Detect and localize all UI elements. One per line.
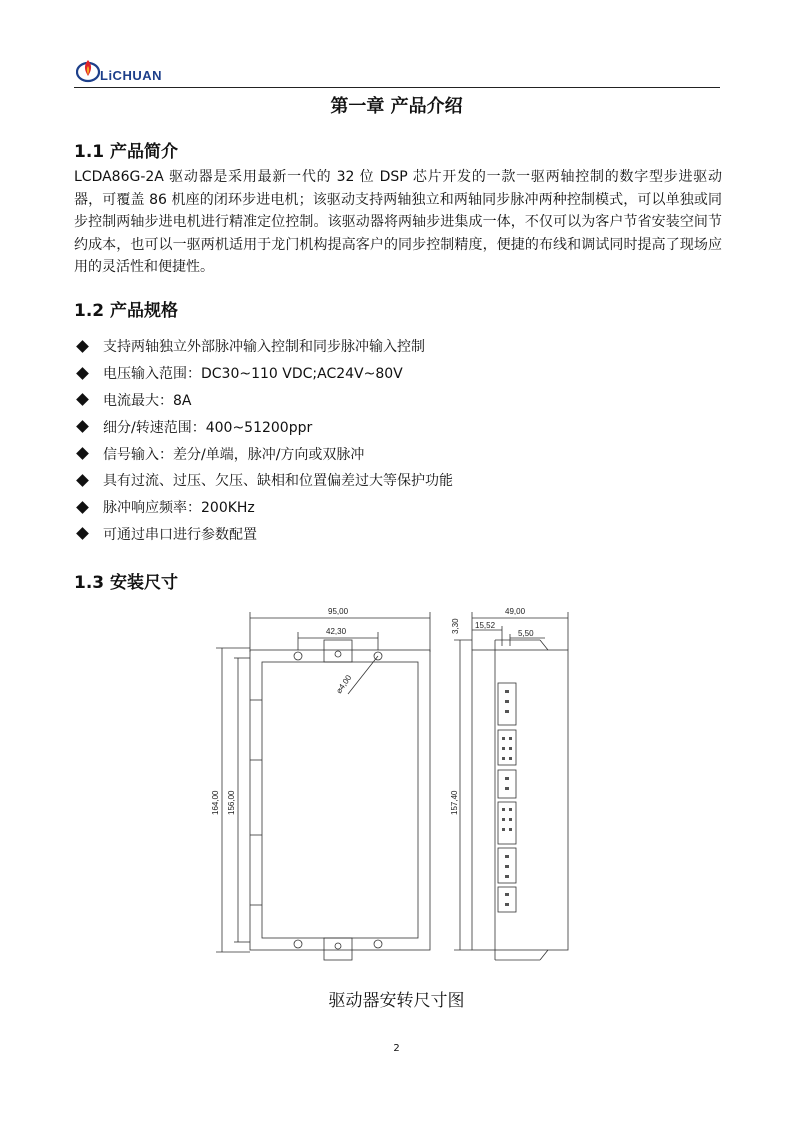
page-number: 2 xyxy=(393,1043,400,1054)
dim-side-a: 15,52 xyxy=(475,621,496,630)
list-item: 电压输入范围：DC30~110 VDC;AC24V~80V xyxy=(74,360,453,387)
list-item: 支持两轴独立外部脉冲输入控制和同步脉冲输入控制 xyxy=(74,333,453,360)
intro-paragraph: LCDA86G-2A 驱动器是采用最新一代的 32 位 DSP 芯片开发的一款一驱两轴控制的数字型步进驱动器，可覆盖 86 机座的闭环步进电机；该驱动支持两轴独立和两轴同步脉冲两种控制模式，可以单独或同步控制两轴步进电机进行精准定位控制。该驱动器将两轴步进集成一体，不仅可以为客户节省安装空间节约成本，也可以一驱两机适用于龙门机构提高客户的同步控制精度，便捷的布线和调试同时提高了现场应用的灵活性和便捷性。 xyxy=(74,169,722,275)
section-1-title: 1.1 产品简介 xyxy=(74,142,179,162)
list-item: 电流最大：8A xyxy=(74,387,453,414)
section-2-title: 1.2 产品规格 xyxy=(74,301,179,321)
list-item: 可通过串口进行参数配置 xyxy=(74,521,453,548)
section-3-title: 1.3 安装尺寸 xyxy=(74,573,179,593)
dim-side-depth: 49,00 xyxy=(505,607,526,616)
list-item: 细分/转速范围：400~51200ppr xyxy=(74,413,453,440)
dim-hole-diameter: ⌀4,00 xyxy=(334,673,354,696)
list-item: 信号输入：差分/单端，脉冲/方向或双脉冲 xyxy=(74,440,453,467)
dim-height-total: 164,00 xyxy=(211,790,220,815)
dim-side-top: 3,30 xyxy=(451,618,460,634)
dim-side-b: 5,50 xyxy=(518,629,534,638)
list-item: 脉冲响应频率：200KHz xyxy=(74,494,453,521)
dim-side-height: 157,40 xyxy=(450,790,459,815)
chapter-title: 第一章 产品介绍 xyxy=(330,96,463,117)
brand-name: LiCHUAN xyxy=(100,68,162,83)
dim-width: 95,00 xyxy=(328,607,349,616)
figure-caption: 驱动器安转尺寸图 xyxy=(328,991,465,1011)
dim-height-inner: 156,00 xyxy=(227,790,236,815)
dim-hole-spacing: 42,30 xyxy=(326,627,347,636)
list-item: 具有过流、过压、欠压、缺相和位置偏差过大等保护功能 xyxy=(74,467,453,494)
